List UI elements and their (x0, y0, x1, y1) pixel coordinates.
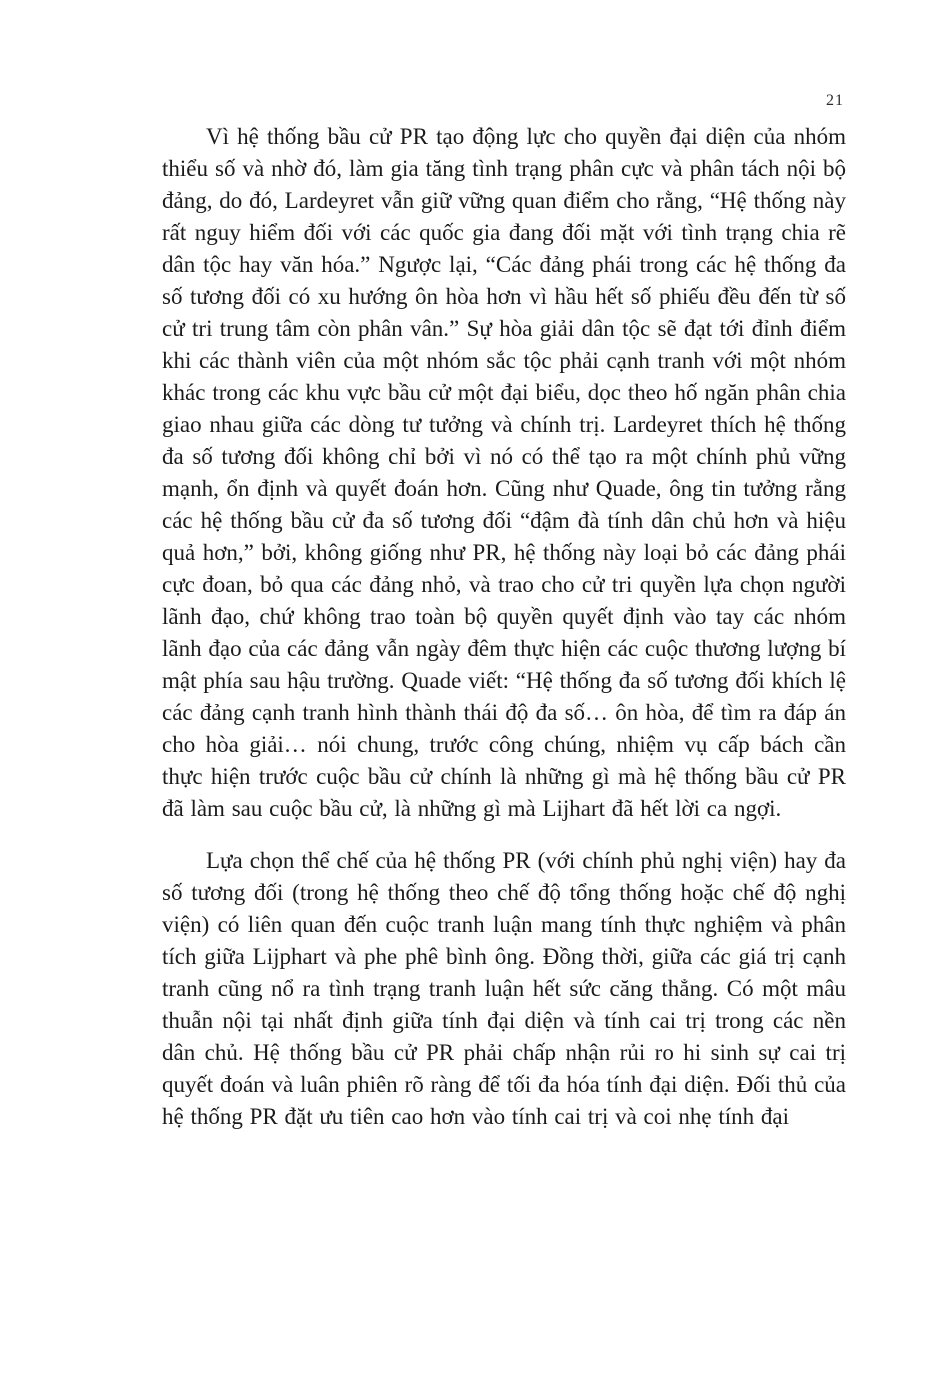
page-number: 21 (826, 92, 844, 109)
paragraph-1: Vì hệ thống bầu cử PR tạo động lực cho quyền đại diện của nhóm thiểu số và nhờ đó, làm gia tăng tình trạng phân cực và phân tách nội bộ đảng, do đó, Lardeyret vẫn giữ vững quan điểm cho rằng, “Hệ thống này rất nguy hiểm đối với các quốc gia đang đối mặt với tình trạng chia rẽ dân tộc hay văn hóa.” Ngược lại, “Các đảng phái trong các hệ thống đa số tương đối có xu hướng ôn hòa hơn vì hầu hết số phiếu đều đến từ số cử tri trung tâm còn phân vân.” Sự hòa giải dân tộc sẽ đạt tới đỉnh điểm khi các thành viên của một nhóm sắc tộc phải cạnh tranh với một nhóm khác trong các khu vực bầu cử một đại biểu, dọc theo hố ngăn phân chia giao nhau giữa các dòng tư tưởng và chính trị. Lardeyret thích hệ thống đa số tương đối không chỉ bởi vì nó có thể tạo ra một chính phủ vững mạnh, ổn định và quyết đoán hơn. Cũng như Quade, ông tin tưởng rằng các hệ thống bầu cử đa số tương đối “đậm đà tính dân chủ hơn và hiệu quả hơn,” bởi, không giống như PR, hệ thống này loại bỏ các đảng phái cực đoan, bỏ qua các đảng nhỏ, và trao cho cử tri quyền lựa chọn người lãnh đạo, chứ không trao toàn bộ quyền quyết định vào tay các nhóm lãnh đạo của các đảng vẫn ngày đêm thực hiện các cuộc thương lượng bí mật phía sau hậu trường. Quade viết: “Hệ thống đa số tương đối khích lệ các đảng cạnh tranh hình thành thái độ đa số… ôn hòa, để tìm ra đáp án cho hòa giải… nói chung, trước công chúng, nhiệm vụ cấp bách cần thực hiện trước cuộc bầu cử chính là những gì mà hệ thống bầu cử PR đã làm sau cuộc bầu cử, là những gì mà Lijhart đã hết lời ca ngợi. (162, 124, 846, 821)
text-block (162, 121, 846, 1153)
paragraph-2: Lựa chọn thể chế của hệ thống PR (với chính phủ nghị viện) hay đa số tương đối (trong hệ thống theo chế độ tổng thống hoặc chế độ nghị viện) có liên quan đến cuộc tranh luận mang tính thực nghiệm và phân tích giữa Lijphart và phe phê bình ông. Đồng thời, giữa các giá trị cạnh tranh cũng nổ ra tình trạng tranh luận hết sức căng thẳng. Có một mâu thuẫn nội tại nhất định giữa tính đại diện và tính cai trị trong các nền dân chủ. Hệ thống bầu cử PR phải chấp nhận rủi ro hi sinh sự cai trị quyết đoán và luân phiên rõ ràng để tối đa hóa tính đại diện. Đối thủ của hệ thống PR đặt ưu tiên cao hơn vào tính cai trị và coi nhẹ tính đại (162, 848, 846, 1129)
